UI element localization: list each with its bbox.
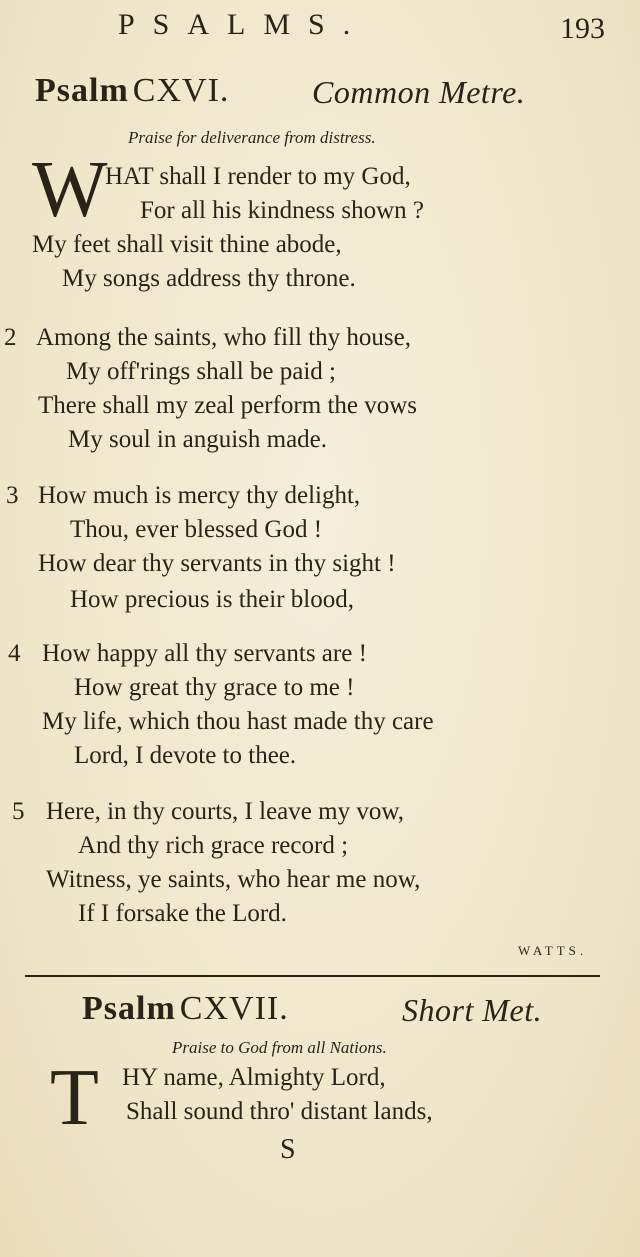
psalm-117-metre: Short Met. (402, 992, 543, 1028)
psalm-116-number: CXVI. (132, 72, 230, 109)
psalm-116-name: Psalm (35, 72, 129, 109)
running-head: PSALMS. (118, 8, 369, 41)
attribution: WATTS. (518, 943, 588, 958)
psalm-116-heading (35, 72, 229, 110)
stanza-4-line-3: My life, which thou hast made thy care (42, 708, 434, 735)
stanza-3-number: 3 (6, 482, 19, 509)
psalm-116-subtitle: Praise for deliverance from distress. (128, 128, 376, 147)
signature-mark: S (280, 1134, 296, 1165)
stanza-5-line-4: If I forsake the Lord. (78, 900, 287, 927)
page-number: 193 (560, 12, 605, 45)
stanza-4-line-1: How happy all thy servants are ! (42, 640, 367, 667)
stanza-5-line-2: And thy rich grace record ; (78, 832, 349, 859)
psalm-117-name: Psalm (82, 990, 176, 1027)
psalm-116-dropcap: W (32, 146, 108, 234)
section-divider (25, 975, 600, 977)
stanza-2-line-2: My off'rings shall be paid ; (66, 358, 336, 385)
stanza-3-line-1: How much is mercy thy delight, (38, 482, 361, 509)
stanza-3-line-4: How precious is their blood, (70, 586, 354, 613)
stanza-1-line-4: My songs address thy throne. (62, 265, 356, 292)
stanza-5-line-3: Witness, ye saints, who hear me now, (46, 866, 421, 893)
psalm-117-subtitle: Praise to God from all Nations. (172, 1038, 387, 1057)
stanza-5-number: 5 (12, 798, 25, 825)
stanza-2-line-4: My soul in anguish made. (68, 426, 328, 453)
stanza-5-line-1: Here, in thy courts, I leave my vow, (46, 798, 404, 825)
stanza-2-line-1: Among the saints, who fill thy house, (36, 324, 411, 351)
psalm-116-metre: Common Metre. (312, 74, 526, 110)
stanza-3-line-2: Thou, ever blessed God ! (70, 516, 323, 543)
psalm-117-heading (82, 990, 289, 1028)
stanza-1-line-3: My feet shall visit thine abode, (32, 231, 342, 258)
psalm-117-line-1: HY name, Almighty Lord, (122, 1064, 386, 1091)
psalm-117-line-2: Shall sound thro' distant lands, (126, 1098, 433, 1125)
psalm-117-dropcap: T (50, 1054, 99, 1142)
stanza-4-line-2: How great thy grace to me ! (74, 674, 355, 701)
psalm-117-number: CXVII. (179, 990, 289, 1027)
stanza-4-line-4: Lord, I devote to thee. (74, 742, 297, 769)
stanza-1-line-1: HAT shall I render to my God, (105, 163, 411, 190)
stanza-2-number: 2 (4, 324, 17, 351)
stanza-2-line-3: There shall my zeal perform the vows (38, 392, 418, 419)
stanza-4-number: 4 (8, 640, 21, 667)
stanza-1-line-2: For all his kindness shown ? (140, 197, 425, 224)
stanza-3-line-3: How dear thy servants in thy sight ! (38, 550, 396, 577)
